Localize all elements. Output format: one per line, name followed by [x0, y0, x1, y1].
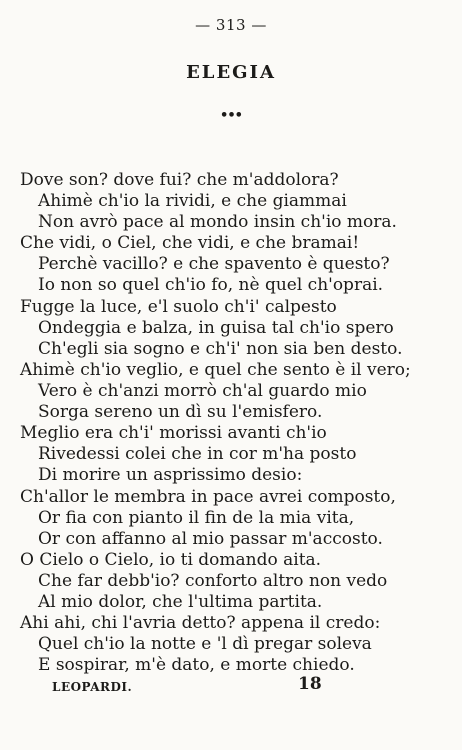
- poem-line: Ahi ahi, chi l'avria detto? appena il credo:: [20, 613, 381, 633]
- poem-line: Ch'allor le membra in pace avrei composto,: [20, 487, 396, 507]
- poem-line: Fugge la luce, e'l suolo ch'i' calpesto: [20, 297, 337, 317]
- poem-line: Ch'egli sia sogno e ch'i' non sia ben desto.: [38, 339, 403, 359]
- poem-line: Non avrò pace al mondo insin ch'io mora.: [38, 212, 397, 232]
- poem-line: Che far debb'io? conforto altro non vedo: [38, 571, 388, 591]
- poem-line: Io non so quel ch'io fo, nè quel ch'oprai.: [38, 275, 384, 295]
- poem-line: Quel ch'io la notte e 'l dì pregar soleva: [38, 634, 372, 654]
- page-number: — 313 —: [195, 16, 267, 34]
- poem-line: Di morire un asprissimo desio:: [38, 465, 303, 485]
- poem-title: ELEGIA: [186, 62, 276, 83]
- poem-line: Ahimè ch'io veglio, e quel che sento è il vero;: [20, 360, 411, 380]
- poem-line: Al mio dolor, che l'ultima partita.: [38, 592, 323, 612]
- poem-line: Ahimè ch'io la rividi, e che giammai: [38, 191, 347, 211]
- poem-line: Or fia con pianto il fin de la mia vita,: [38, 508, 355, 528]
- poem-line: E sospirar, m'è dato, e morte chiedo.: [38, 655, 355, 675]
- poem-line: Dove son? dove fui? che m'addolora?: [20, 170, 339, 190]
- footer-author: LEOPARDI.: [52, 680, 133, 694]
- poem-line: Sorga sereno un dì su l'emisfero.: [38, 402, 323, 422]
- poem-line: Rivedessi colei che in cor m'ha posto: [38, 444, 357, 464]
- poem-line: O Cielo o Cielo, io ti domando aita.: [20, 550, 322, 570]
- poem-line: Che vidi, o Ciel, che vidi, e che bramai!: [20, 233, 360, 253]
- signature-mark: 18: [298, 674, 322, 694]
- poem-line: Meglio era ch'i' morissi avanti ch'io: [20, 423, 327, 443]
- poem-line: Or con affanno al mio passar m'accosto.: [38, 529, 383, 549]
- poem-line: Ondeggia e balza, in guisa tal ch'io spero: [38, 318, 394, 338]
- poem-line: Vero è ch'anzi morrò ch'al guardo mio: [38, 381, 367, 401]
- poem-line: Perchè vacillo? e che spavento è questo?: [38, 254, 390, 274]
- title-ornament: •••: [220, 108, 242, 123]
